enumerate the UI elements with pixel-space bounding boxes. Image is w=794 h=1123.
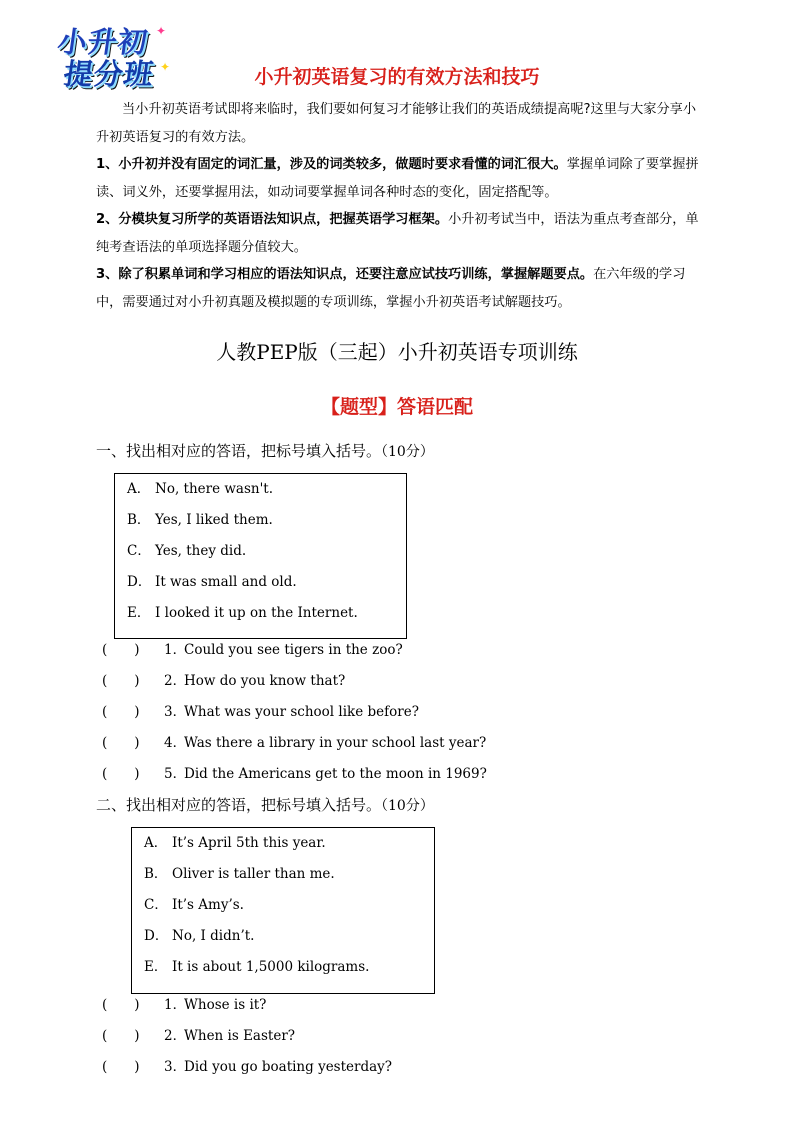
question-text: What was your school like before? bbox=[184, 704, 419, 720]
question-text: How do you know that? bbox=[184, 673, 346, 689]
section-2-points: （10分） bbox=[381, 798, 434, 814]
option-e: E． It is about 1,5000 kilograms. bbox=[144, 959, 370, 975]
logo-text-bottom: 提分班 bbox=[61, 57, 157, 91]
tip-1 bbox=[96, 151, 700, 206]
tip-3-body: 在六年级的学习中，需要通过对小升初真题及模拟题的专项训练，掌握小升初英语考试解题技巧。 bbox=[96, 267, 686, 310]
question-row: ( ) 2．How do you know that? bbox=[102, 666, 345, 697]
section-2-instruction: 二、找出相对应的答语，把标号填入括号。 bbox=[96, 796, 382, 814]
answer-blank[interactable]: ( ) bbox=[102, 997, 140, 1013]
tip-2 bbox=[96, 206, 700, 261]
question-row: ( ) 4．Was there a library in your school last year? bbox=[102, 728, 486, 759]
answer-blank[interactable]: ( ) bbox=[102, 1059, 140, 1075]
tip-1-body: 掌握单词除了要掌握拼读、词义外，还要掌握用法，如动词要掌握单词各种时态的变化，固定搭配等。 bbox=[96, 157, 699, 200]
tip-2-body: 小升初考试当中，语法为重点考查部分，单纯考查语法的单项选择题分值较大。 bbox=[96, 212, 699, 255]
logo-text-top: 小升初 bbox=[55, 25, 151, 59]
answer-blank[interactable]: ( ) bbox=[102, 642, 140, 658]
question-row: ( ) 5．Did the Americans get to the moon in 1969? bbox=[102, 759, 487, 790]
question-row: ( ) 1．Whose is it? bbox=[102, 990, 266, 1021]
answer-blank[interactable]: ( ) bbox=[102, 735, 140, 751]
question-row: ( ) 3．Did you go boating yesterday? bbox=[102, 1052, 392, 1083]
section-1-title bbox=[96, 440, 434, 461]
worksheet-heading: 人教PEP版（三起）小升初英语专项训练 bbox=[216, 340, 578, 364]
question-text: Was there a library in your school last year? bbox=[184, 735, 487, 751]
answer-blank[interactable]: ( ) bbox=[102, 673, 140, 689]
option-d: D． No, I didn’t. bbox=[144, 928, 255, 944]
answer-blank[interactable]: ( ) bbox=[102, 704, 140, 720]
tip-1-heading: 1、小升初并没有固定的词汇量，涉及的词类较多，做题时要求看懂的词汇很大。 bbox=[96, 157, 567, 172]
question-text: Whose is it? bbox=[184, 997, 267, 1013]
option-b: B． Yes, I liked them. bbox=[127, 512, 273, 528]
question-row: ( ) 1．Could you see tigers in the zoo? bbox=[102, 635, 403, 666]
tip-3 bbox=[96, 261, 700, 316]
option-a: A． It’s April 5th this year. bbox=[144, 835, 326, 851]
section-1-options-box bbox=[114, 473, 407, 639]
question-row: ( ) 3．What was your school like before? bbox=[102, 697, 419, 728]
question-text: Could you see tigers in the zoo? bbox=[184, 642, 403, 658]
question-text: When is Easter? bbox=[184, 1028, 296, 1044]
section-2-options-box bbox=[131, 827, 435, 994]
question-type-heading: 【题型】答语匹配 bbox=[320, 396, 473, 418]
option-c: C． Yes, they did. bbox=[127, 543, 247, 559]
section-1-points: （10分） bbox=[381, 444, 434, 460]
question-text: Did you go boating yesterday? bbox=[184, 1059, 393, 1075]
option-b: B． Oliver is taller than me. bbox=[144, 866, 335, 882]
sparkle-icon: ✦ bbox=[155, 24, 166, 38]
answer-blank[interactable]: ( ) bbox=[102, 1028, 140, 1044]
section-1-instruction: 一、找出相对应的答语，把标号填入括号。 bbox=[96, 442, 382, 460]
section-2-title bbox=[96, 794, 434, 815]
article-title: 小升初英语复习的有效方法和技巧 bbox=[254, 66, 540, 88]
option-d: D． It was small and old. bbox=[127, 574, 297, 590]
intro-section bbox=[96, 96, 700, 316]
question-text: Did the Americans get to the moon in 1969? bbox=[184, 766, 487, 782]
option-a: A． No, there wasn't. bbox=[127, 481, 274, 497]
option-c: C． It’s Amy’s. bbox=[144, 897, 244, 913]
question-row: ( ) 2．When is Easter? bbox=[102, 1021, 295, 1052]
intro-paragraph: 当小升初英语考试即将来临时，我们要如何复习才能够让我们的英语成绩提高呢?这里与大家分享小升初英语复习的有效方法。 bbox=[96, 102, 697, 145]
sparkle-icon: ✦ bbox=[159, 60, 170, 74]
answer-blank[interactable]: ( ) bbox=[102, 766, 140, 782]
tip-2-heading: 2、分模块复习所学的英语语法知识点，把握英语学习框架。 bbox=[96, 212, 449, 227]
tip-3-heading: 3、除了积累单词和学习相应的语法知识点，还要注意应试技巧训练，掌握解题要点。 bbox=[96, 267, 594, 282]
option-e: E． I looked it up on the Internet. bbox=[127, 605, 358, 621]
